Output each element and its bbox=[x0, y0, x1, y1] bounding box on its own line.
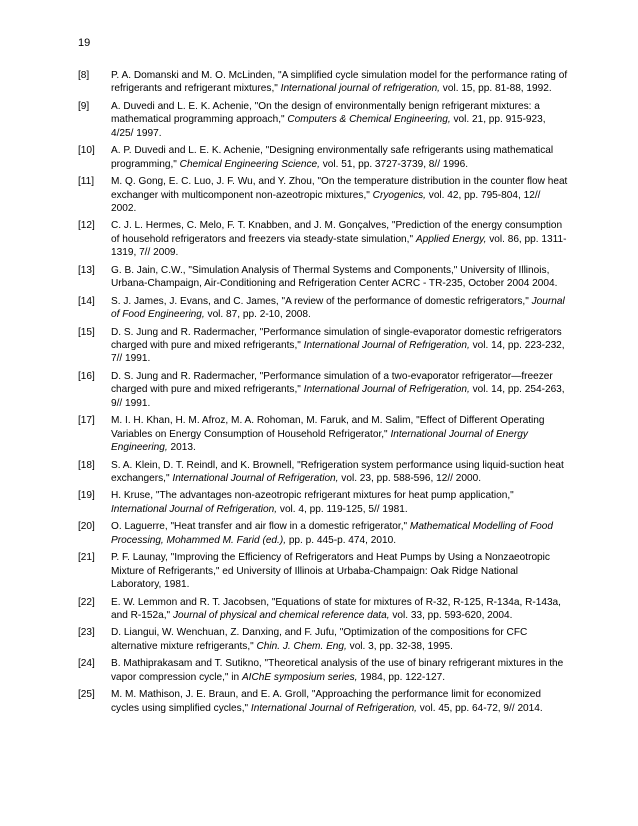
reference-journal: International Journal of Energy Engineering, bbox=[111, 428, 528, 453]
reference-item bbox=[78, 596, 568, 623]
reference-item bbox=[78, 144, 568, 171]
reference-text bbox=[111, 596, 568, 623]
reference-body: G. B. Jain, C.W., "Simulation Analysis of Thermal Systems and Components," University of Illinois, Urbana-Champaign, Air-Conditioning and Refrigeration Center ACRC - TR-235, October 2004 2004. bbox=[111, 264, 558, 290]
reference-details: 1984, pp. 122-127. bbox=[357, 671, 446, 683]
reference-text bbox=[111, 626, 568, 653]
reference-details: vol. 4, pp. 119-125, 5// 1981. bbox=[277, 503, 408, 515]
reference-journal: International Journal of Refrigeration, bbox=[111, 503, 278, 515]
reference-text bbox=[111, 657, 568, 684]
reference-body: E. W. Lemmon and R. T. Jacobsen, "Equations of state for mixtures of R-32, R-125, R-134a, R-143a, and R-152a," bbox=[111, 596, 561, 621]
reference-number: [24] bbox=[78, 658, 95, 670]
page-number: 19 bbox=[78, 37, 91, 49]
reference-number: [18] bbox=[78, 459, 95, 471]
reference-text bbox=[111, 69, 568, 96]
reference-journal: Cryogenics, bbox=[372, 189, 426, 201]
reference-text bbox=[111, 688, 568, 715]
reference-number: [12] bbox=[78, 220, 95, 232]
reference-journal: Applied Energy, bbox=[415, 233, 487, 245]
reference-number: [14] bbox=[78, 295, 95, 307]
reference-item bbox=[78, 489, 568, 516]
reference-body: O. Laguerre, "Heat transfer and air flow in a domestic refrigerator," bbox=[111, 521, 410, 533]
reference-item bbox=[78, 459, 568, 486]
reference-details: 2013. bbox=[167, 442, 196, 453]
reference-body: P. F. Launay, "Improving the Efficiency of Refrigerators and Heat Pumps by Using a Nonzaeotropic Mixture of Refrigerants," ed University of Illinois at Urbaba-Champaign: Oak Ridge National Laboratory, 1981. bbox=[111, 552, 550, 591]
reference-text bbox=[111, 370, 568, 410]
reference-details: vol. 3, pp. 32-38, 1995. bbox=[346, 640, 453, 652]
reference-number: [15] bbox=[78, 326, 95, 338]
reference-text bbox=[111, 551, 568, 591]
reference-body: P. A. Domanski and M. O. McLinden, "A simplified cycle simulation model for the performance rating of refrigerants and refrigerant mixtures," bbox=[111, 70, 568, 95]
reference-body: D. S. Jung and R. Radermacher, "Performance simulation of a two-evaporator refrigerator—freezer charged with pure and mixed refrigerants," bbox=[111, 370, 553, 396]
reference-body: C. J. L. Hermes, C. Melo, F. T. Knabben, and J. M. Gonçalves, "Prediction of the energy consumption of household refrigerators and freezers via steady-state simulation," bbox=[111, 220, 563, 245]
reference-journal: International journal of refrigeration, bbox=[280, 83, 440, 95]
reference-journal: International Journal of Refrigeration, bbox=[303, 339, 470, 351]
reference-item bbox=[78, 69, 568, 96]
reference-body: D. S. Jung and R. Radermacher, "Performance simulation of single-evaporator domestic refrigerators charged with pure and mixed refrigerants," bbox=[111, 326, 562, 351]
reference-text bbox=[111, 520, 568, 547]
reference-details: vol. 86, pp. 1311-1319, 7// 2009. bbox=[111, 233, 567, 259]
reference-body: B. Mathiprakasam and T. Sutikno, "Theoretical analysis of the use of binary refrigerant mixtures in the vapor compression cycle," in bbox=[111, 658, 564, 683]
reference-details: vol. 51, pp. 3727-3739, 8// 1996. bbox=[319, 158, 469, 170]
reference-item bbox=[78, 414, 568, 454]
reference-text bbox=[111, 144, 568, 171]
reference-journal: International Journal of Refrigeration, bbox=[250, 702, 417, 714]
reference-number: [13] bbox=[78, 264, 95, 276]
reference-details: vol. 42, pp. 795-804, 12// 2002. bbox=[111, 189, 541, 214]
reference-journal: AIChE symposium series, bbox=[241, 671, 358, 683]
reference-number: [19] bbox=[78, 490, 95, 502]
reference-body: M. I. H. Khan, H. M. Afroz, M. A. Rohoman, M. Faruk, and M. Salim, "Effect of Different Operating Variables on Energy Consumption of Household Refrigerator," bbox=[111, 415, 545, 440]
reference-text bbox=[111, 219, 568, 259]
reference-number: [25] bbox=[78, 689, 95, 701]
reference-details: vol. 23, pp. 588-596, 12// 2000. bbox=[338, 472, 482, 484]
reference-number: [10] bbox=[78, 145, 95, 157]
reference-text bbox=[111, 264, 568, 291]
reference-item bbox=[78, 626, 568, 653]
reference-item bbox=[78, 370, 568, 410]
reference-item bbox=[78, 520, 568, 547]
reference-body: A. P. Duvedi and L. E. K. Achenie, "Designing environmentally safe refrigerants using mathematical programming," bbox=[111, 145, 554, 170]
reference-item bbox=[78, 551, 568, 591]
reference-number: [17] bbox=[78, 415, 95, 427]
reference-item bbox=[78, 264, 568, 291]
reference-number: [16] bbox=[78, 370, 95, 382]
reference-details: vol. 33, pp. 593-620, 2004. bbox=[389, 609, 513, 621]
reference-body: S. J. James, J. Evans, and C. James, "A review of the performance of domestic refrigerators," bbox=[111, 295, 532, 307]
reference-list bbox=[78, 69, 568, 715]
reference-number: [9] bbox=[78, 100, 90, 112]
reference-number: [21] bbox=[78, 552, 95, 564]
reference-details: vol. 15, pp. 81-88, 1992. bbox=[440, 83, 552, 95]
reference-text bbox=[111, 459, 568, 486]
reference-body: M. M. Mathison, J. E. Braun, and E. A. Groll, "Approaching the performance limit for economized cycles using simplified cycles," bbox=[111, 689, 541, 714]
reference-item bbox=[78, 175, 568, 215]
reference-number: [23] bbox=[78, 627, 95, 639]
reference-text bbox=[111, 326, 568, 366]
reference-item bbox=[78, 295, 568, 322]
reference-text bbox=[111, 295, 568, 322]
reference-details: vol. 45, pp. 64-72, 9// 2014. bbox=[417, 702, 543, 714]
reference-number: [20] bbox=[78, 521, 95, 533]
reference-item bbox=[78, 326, 568, 366]
reference-number: [8] bbox=[78, 70, 90, 81]
reference-journal: Mathematical Modelling of Food Processing, Mohammed M. Farid (ed.), bbox=[111, 521, 553, 546]
reference-details: vol. 14, pp. 254-263, 9// 1991. bbox=[111, 384, 565, 409]
reference-journal: Journal of Food Engineering, bbox=[111, 295, 565, 321]
reference-details: vol. 87, pp. 2-10, 2008. bbox=[204, 309, 311, 321]
reference-journal: International Journal of Refrigeration, bbox=[303, 384, 470, 396]
reference-body: M. Q. Gong, E. C. Luo, J. F. Wu, and Y. Zhou, "On the temperature distribution in the counter flow heat exchanger with multicomponent non-azeotropic mixtures," bbox=[111, 176, 568, 201]
reference-journal: International Journal of Refrigeration, bbox=[172, 472, 339, 484]
reference-details: pp. p. 445-p. 474, 2010. bbox=[286, 534, 397, 546]
reference-body: A. Duvedi and L. E. K. Achenie, "On the design of environmentally benign refrigerant mixtures: a mathematical programming approach," bbox=[111, 100, 540, 126]
reference-item bbox=[78, 219, 568, 259]
reference-item bbox=[78, 688, 568, 715]
reference-number: [22] bbox=[78, 596, 95, 608]
reference-body: S. A. Klein, D. T. Reindl, and K. Brownell, "Refrigeration system performance using liquid-suction heat exchangers," bbox=[111, 459, 564, 484]
reference-text bbox=[111, 414, 568, 454]
reference-item bbox=[78, 657, 568, 684]
reference-body: D. Liangui, W. Wenchuan, Z. Danxing, and F. Jufu, "Optimization of the compositions for CFC alternative mixture refrigerants," bbox=[111, 627, 528, 652]
reference-journal: Chemical Engineering Science, bbox=[179, 158, 320, 170]
reference-body: H. Kruse, "The advantages non-azeotropic refrigerant mixtures for heat pump application," bbox=[111, 490, 514, 502]
reference-text bbox=[111, 100, 568, 140]
reference-text bbox=[111, 175, 568, 215]
reference-details: vol. 21, pp. 915-923, 4/25/ 1997. bbox=[111, 114, 546, 139]
reference-details: vol. 14, pp. 223-232, 7// 1991. bbox=[111, 339, 565, 365]
reference-journal: Computers & Chemical Engineering, bbox=[287, 114, 451, 126]
reference-number: [11] bbox=[78, 176, 95, 188]
reference-journal: Journal of physical and chemical reference data, bbox=[172, 609, 390, 621]
reference-text bbox=[111, 489, 568, 516]
reference-item bbox=[78, 100, 568, 140]
reference-journal: Chin. J. Chem. Eng, bbox=[256, 640, 347, 652]
